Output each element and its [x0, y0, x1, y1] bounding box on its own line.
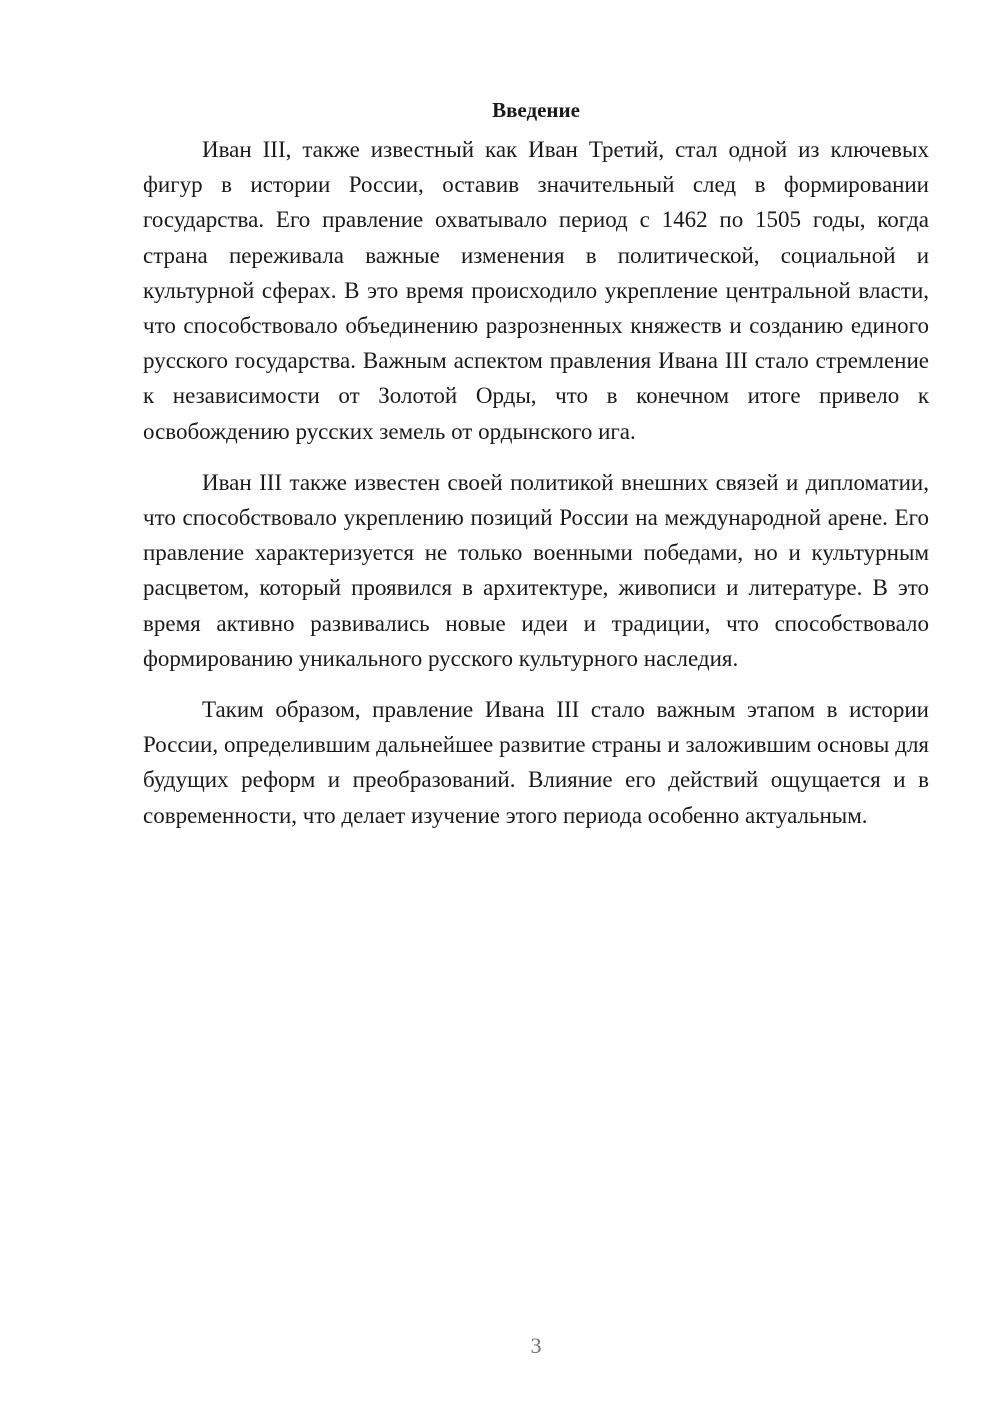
paragraph-1: Иван III, также известный как Иван Третий, стал одной из ключевых фигур в истории России, оставив значительный след в формировании государства. Его правление охватывало период с 1462 по 1505 годы, когда страна переживала важные изменения в политической, социальной и культурной сферах. В это время происходило укрепление центральной власти, что способствовало объединению разрозненных княжеств и созданию единого русского государства. Важным аспектом правления Ивана III стало стремление к независимости от Золотой Орды, что в конечном итоге привело к освобождению русских земель от ордынского ига.	[143, 137, 929, 444]
section-heading: Введение	[492, 98, 580, 122]
page-number: 3	[530, 1333, 542, 1358]
page-content	[143, 93, 929, 849]
paragraph-2: Иван III также известен своей политикой внешних связей и дипломатии, что способствовало укреплению позиций России на международной арене. Его правление характеризуется не только военными победами, но и культурным расцветом, который проявился в архитектуре, живописи и литературе. В это время активно развивались новые идеи и традиции, что способствовало формированию уникального русского культурного наследия.	[143, 469, 929, 671]
paragraph-3: Таким образом, правление Ивана III стало важным этапом в истории России, определившим дальнейшее развитие страны и заложившим основы для будущих реформ и преобразований. Влияние его действий ощущается и в современности, что делает изучение этого периода особенно актуальным.	[143, 697, 929, 828]
